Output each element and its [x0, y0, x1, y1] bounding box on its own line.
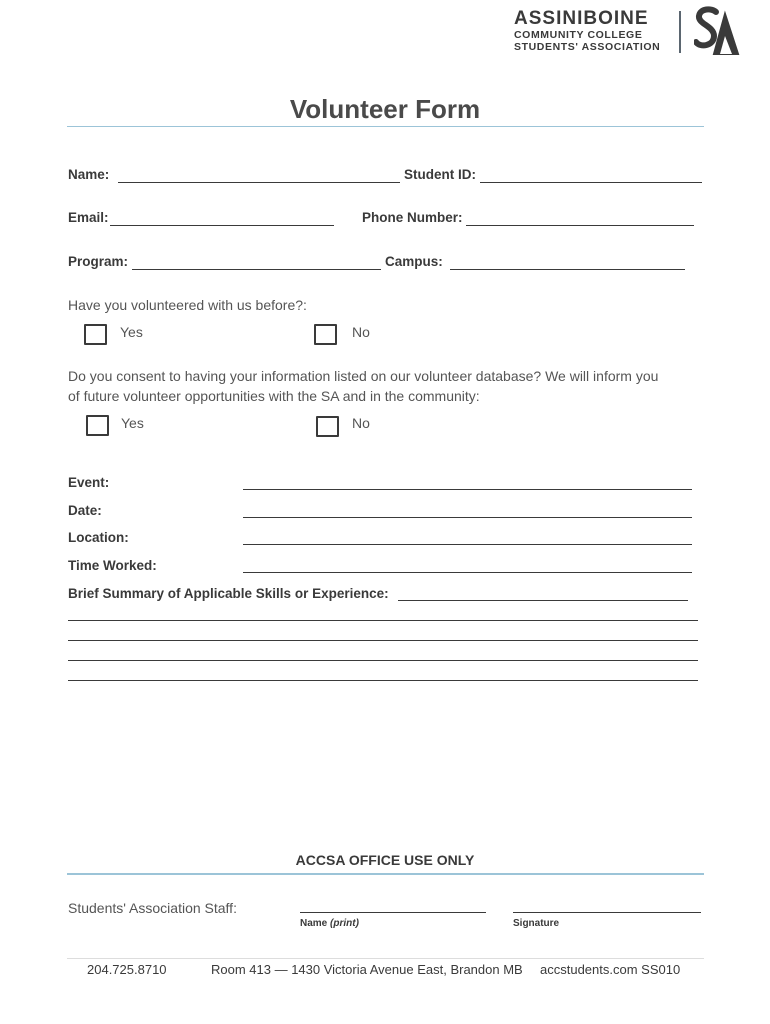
logo-line-1: ASSINIBOINE — [514, 8, 649, 29]
volunteered-yes-label: Yes — [120, 324, 143, 340]
logo-wordmark — [514, 8, 664, 53]
office-rule — [67, 873, 704, 875]
time-worked-label: Time Worked: — [68, 558, 157, 573]
email-label: Email: — [68, 210, 109, 225]
program-label: Program: — [68, 254, 129, 269]
staff-label: Students' Association Staff: — [68, 900, 237, 916]
summary-field-line-3[interactable] — [68, 640, 698, 641]
location-field[interactable] — [243, 544, 692, 545]
office-use-heading: ACCSA OFFICE USE ONLY — [295, 852, 475, 868]
volunteered-no-checkbox[interactable] — [314, 324, 337, 345]
logo-line-2: COMMUNITY COLLEGE — [514, 29, 643, 41]
signature-caption: Signature — [513, 918, 560, 929]
campus-label: Campus: — [385, 254, 443, 269]
email-field[interactable] — [110, 225, 334, 226]
name-print-caption: Name (print) — [300, 918, 359, 929]
phone-label: Phone Number: — [362, 210, 463, 225]
location-label: Location: — [68, 530, 129, 545]
consent-no-label: No — [352, 415, 370, 431]
summary-field-line-4[interactable] — [68, 660, 698, 661]
name-field[interactable] — [118, 182, 400, 183]
title-rule — [67, 126, 704, 127]
footer-rule — [67, 958, 704, 959]
consent-no-checkbox[interactable] — [316, 416, 339, 437]
question-consent-line-1: Do you consent to having your information listed on our volunteer database? We will inform you — [68, 368, 659, 384]
page-title: Volunteer Form — [289, 94, 481, 124]
student-id-field[interactable] — [480, 182, 702, 183]
date-field[interactable] — [243, 517, 692, 518]
consent-yes-label: Yes — [121, 415, 144, 431]
logo-line-3: STUDENTS' ASSOCIATION — [514, 40, 661, 53]
event-field[interactable] — [243, 489, 692, 490]
footer-address: Room 413 — 1430 Victoria Avenue East, Brandon MB — [211, 962, 523, 977]
question-volunteered-before: Have you volunteered with us before?: — [68, 297, 307, 313]
question-consent-line-2: of future volunteer opportunities with the SA and in the community: — [68, 388, 480, 404]
student-id-label: Student ID: — [404, 167, 476, 182]
summary-label: Brief Summary of Applicable Skills or Experience: — [68, 586, 389, 601]
logo-divider — [679, 11, 681, 53]
program-field[interactable] — [132, 269, 381, 270]
summary-field-line-2[interactable] — [68, 620, 698, 621]
summary-field-line-5[interactable] — [68, 680, 698, 681]
volunteered-no-label: No — [352, 324, 370, 340]
staff-signature-field[interactable] — [513, 912, 701, 913]
campus-field[interactable] — [450, 269, 685, 270]
time-worked-field[interactable] — [243, 572, 692, 573]
footer-website[interactable]: accstudents.com SS010 — [540, 962, 681, 977]
summary-field-line-1[interactable] — [398, 600, 688, 601]
question-consent — [68, 366, 708, 406]
event-label: Event: — [68, 475, 110, 490]
consent-yes-checkbox[interactable] — [86, 415, 109, 436]
phone-field[interactable] — [466, 225, 694, 226]
date-label: Date: — [68, 503, 102, 518]
footer-phone: 204.725.8710 — [87, 962, 167, 977]
sa-logo-icon — [694, 6, 740, 56]
volunteered-yes-checkbox[interactable] — [84, 324, 107, 345]
name-label: Name: — [68, 167, 110, 182]
staff-name-field[interactable] — [300, 912, 486, 913]
